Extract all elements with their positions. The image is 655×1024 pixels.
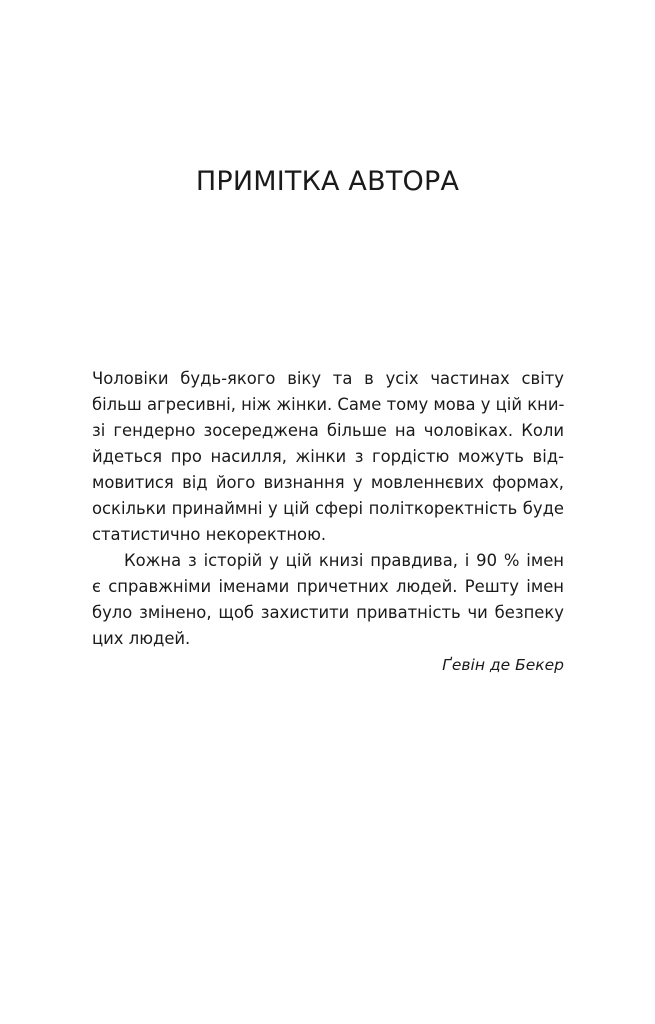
author-note-body	[92, 366, 564, 678]
text-line: мовитися від його визнання у мовленнєвих формах,	[92, 473, 564, 492]
text-line: йдеться про насилля, жінки з гордістю можуть від-	[92, 447, 564, 466]
text-line: зі гендерно зосереджена більше на чоловіках. Коли	[92, 421, 564, 440]
text-line: Чоловіки будь-якого віку та в усіх частинах світу	[92, 369, 564, 388]
text-line: цих людей.	[92, 629, 191, 648]
author-signature: Ґевін де Бекер	[442, 656, 564, 674]
paragraph-2	[92, 548, 564, 652]
text-line: статистично некоректною.	[92, 525, 327, 544]
text-line: Кожна з історій у цій книзі правдива, і 90 % імен	[124, 551, 564, 570]
text-line: було змінено, щоб захистити приватність чи безпеку	[92, 603, 564, 622]
text-line: оскільки принаймні у цій сфері політкоректність буде	[92, 499, 564, 518]
page-title: ПРИМІТКА АВТОРА	[195, 166, 460, 197]
text-line: є справжніми іменами причетних людей. Решту імен	[92, 577, 564, 596]
paragraph-1	[92, 366, 564, 548]
text-line: більш агресивні, ніж жінки. Саме тому мова у цій кни-	[92, 395, 565, 414]
